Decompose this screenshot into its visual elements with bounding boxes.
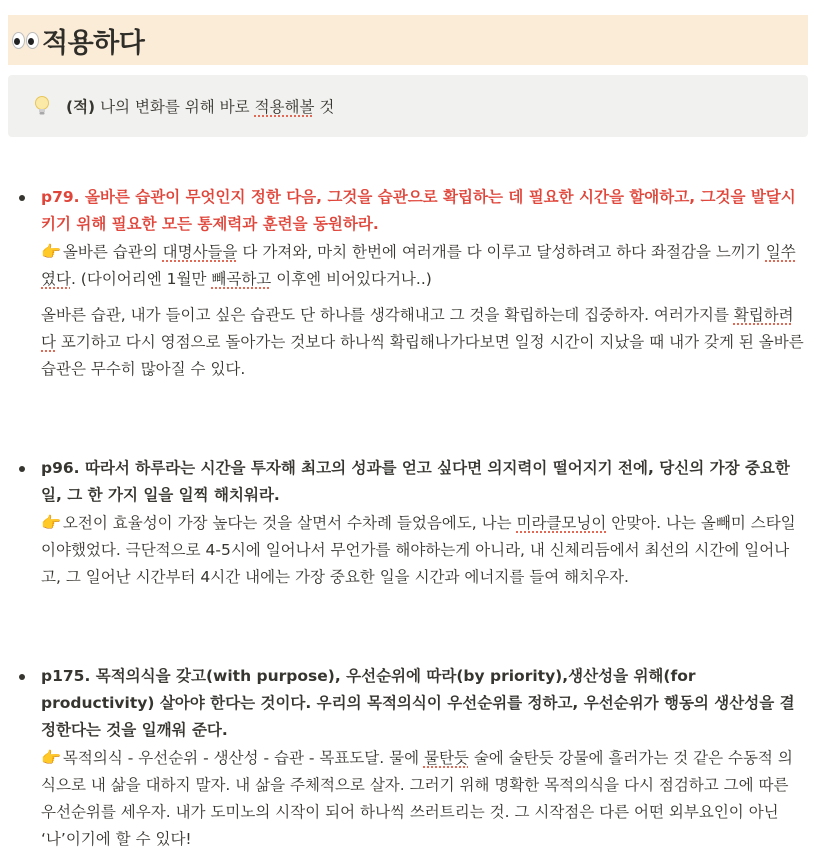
quote-title: p79. 올바른 습관이 무엇인지 정한 다음, 그것을 습관으로 확립하는 데 필요한 시간을 할애하고, 그것을 발달시키기 위해 필요한 모든 통제력과 훈련을 동원하라. [41,188,796,233]
pointing-hand-icon: 👉 [41,242,61,261]
comment: 👉 올바른 습관의 대명사들을 다 가져와, 마치 한번에 여러개를 다 이루고 달성하려고 하다 좌절감을 느끼기 일쑤였다. (다이어리엔 1월만 빼곡하고 이후엔 비어있다거나..) [41,238,806,293]
comment: 👉 목적의식 - 우선순위 - 생산성 - 습관 - 목표도달. 물에 물탄듯 술에 술탄듯 강물에 흘러가는 것 같은 수동적 의식으로 내 삶을 대하지 말자. 내 삶을 주체적으로 살자. 그러기 위해 명확한 목적의식을 다시 점검하고 그에 따른 우선순위를 세우자. 내가 도미노의 시작이 되어 하나씩 쓰러트리는 것. 그 시작점은 다른 어떤 외부요인이 아닌 ‘나’이기에 할 수 있다! [41,744,806,853]
lightbulb-icon [32,95,52,117]
bullet-icon [19,674,25,680]
callout [8,75,808,137]
quote-title: p96. 따라서 하루라는 시간을 투자해 최고의 성과를 얻고 싶다면 의지력이 떨어지기 전에, 당신의 가장 중요한 일, 그 한 가지 일을 일찍 해치워라. [41,459,790,504]
list-item [41,184,806,383]
pointing-hand-icon: 👉 [41,513,61,532]
eyes-icon [12,32,40,49]
callout-text: (적) 나의 변화를 위해 바로 적용해볼 것 [66,98,335,116]
quote-title: p175. 목적의식을 갖고(with purpose), 우선순위에 따라(by priority),생산성을 위해(for productivity) 살아야 한다는 것이다. 우리의 목적의식이 우선순위를 정하고, 우선순위가 행동의 생산성을 결정한다는 것을 일깨워 준다. [41,667,795,739]
list-item [41,663,806,853]
list-item [41,455,806,591]
comment: 👉 오전이 효율성이 가장 높다는 것을 살면서 수차례 들었음에도, 나는 미라클모닝이 안맞아. 나는 올빼미 스타일이야했었다. 극단적으로 4-5시에 일어나서 무언가를 해야하는게 아니라, 내 신체리듬에서 최선의 시간에 일어나고, 그 일어난 시간부터 4시간 내에는 가장 중요한 일을 시간과 에너지를 들여 해치우자. [41,509,806,591]
bullet-icon [19,195,25,201]
pointing-hand-icon: 👉 [41,748,61,767]
paragraph: 올바른 습관, 내가 들이고 싶은 습관도 단 하나를 생각해내고 그 것을 확립하는데 집중하자. 여러가지를 확립하려다 포기하고 다시 영점으로 돌아가는 것보다 하나씩 확립해나가다보면 일정 시간이 지났을 때 내가 갖게 된 올바른 습관은 무수히 많아질 수 있다. [41,306,804,378]
page-heading [8,15,808,65]
bullet-icon [19,466,25,472]
page-title: 적용하다 [42,27,145,59]
